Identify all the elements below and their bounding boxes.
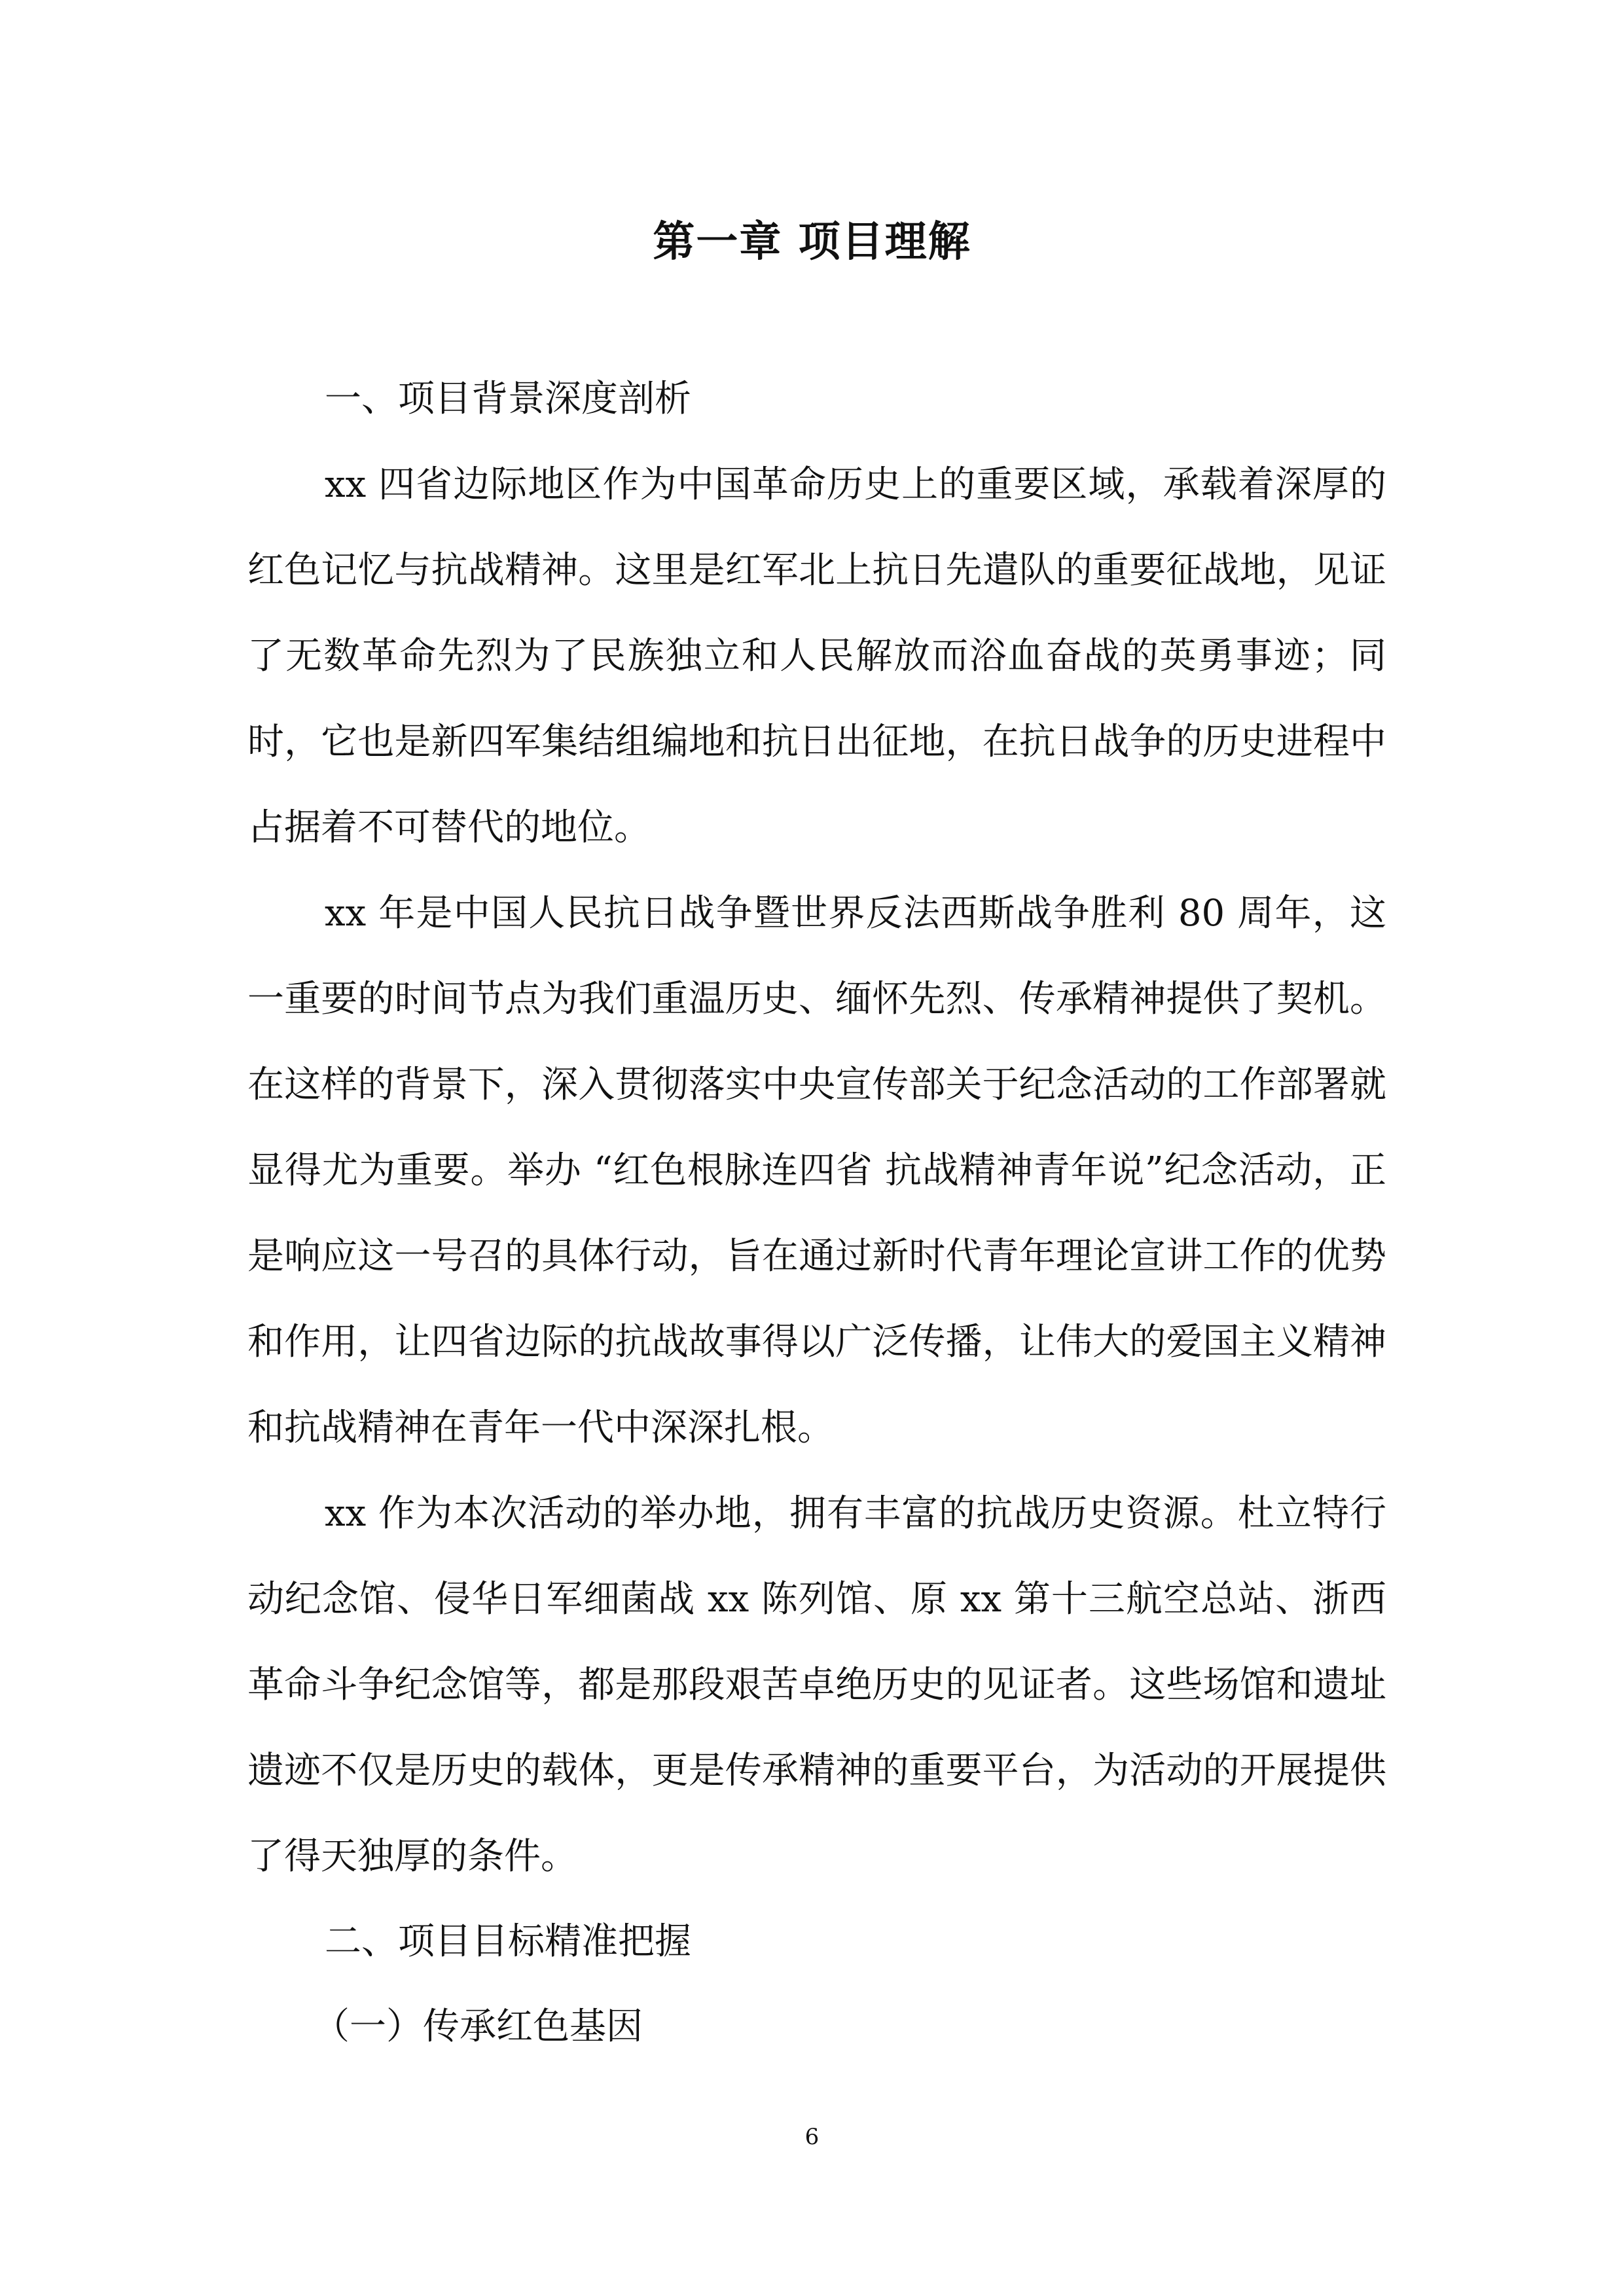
paragraph-background-3: xx 作为本次活动的举办地，拥有丰富的抗战历史资源。杜立特行动纪念馆、侵华日军细菌战 xx 陈列馆、原 xx 第十三航空总站、浙西革命斗争纪念馆等，都是那段艰苦卓绝历史的见证者。这些场馆和遗址遗迹不仅是历史的载体，更是传承精神的重要平台，为活动的开展提供了得天独厚的条件。 [247,1492,1386,1878]
subsection-heading-red-gene: （一）传承红色基因 [313,2005,643,2048]
chapter-title: 第一章 项目理解 [653,218,971,266]
paragraph-background-1: xx 四省边际地区作为中国革命历史上的重要区域，承载着深厚的红色记忆与抗战精神。这里是红军北上抗日先遣队的重要征战地，见证了无数革命先烈为了民族独立和人民解放而浴血奋战的英勇事迹；同时，它也是新四军集结组编地和抗日出征地，在抗日战争的历史进程中占据着不可替代的地位。 [247,463,1386,849]
section-heading-background: 一、项目背景深度剖析 [325,378,691,420]
section-heading-goals: 二、项目目标精准把握 [325,1920,691,1963]
paragraph-background-2: xx 年是中国人民抗日战争暨世界反法西斯战争胜利 80 周年，这一重要的时间节点为我们重温历史、缅怀先烈、传承精神提供了契机。在这样的背景下，深入贯彻落实中央宣传部关于纪念活动的工作部署就显得尤为重要。举办 “红色根脉连四省 抗战精神青年说”纪念活动，正是响应这一号召的具体行动，旨在通过新时代青年理论宣讲工作的优势和作用，让四省边际的抗战故事得以广泛传播，让伟大的爱国主义精神和抗战精神在青年一代中深深扎根。 [247,892,1386,1449]
page-number: 6 [804,2124,820,2150]
document-body [247,357,1386,2070]
